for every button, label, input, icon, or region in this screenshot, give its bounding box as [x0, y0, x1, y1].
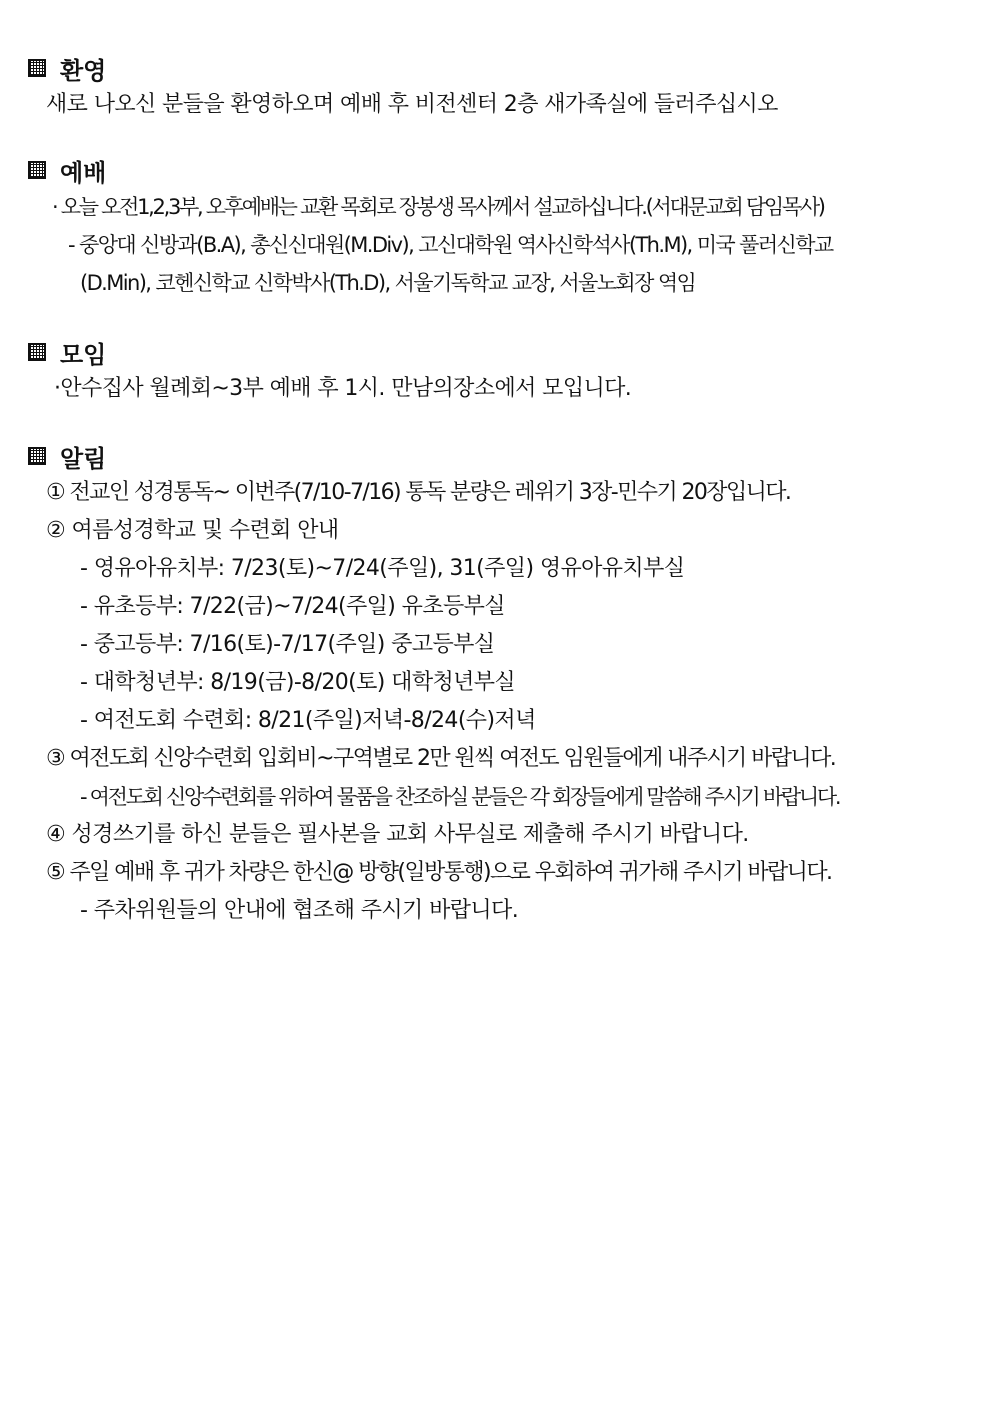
section-heading — [28, 152, 978, 188]
notice-item-2: ② 여름성경학교 및 수련회 안내 — [46, 518, 339, 543]
notice-subitem: - 유초등부: 7/22(금)~7/24(주일) 유초등부실 — [80, 594, 505, 619]
preacher-bio-line-1: - 중앙대 신방과(B.A), 총신신대원(M.Div), 고신대학원 역사신학석사(Th.M), 미국 풀러신학교 — [68, 233, 833, 257]
notice-subitem: - 영유아유치부: 7/23(토)~7/24(주일), 31(주일) 영유아유치부실 — [80, 556, 685, 581]
notice-item-5: ⑤ 주일 예배 후 귀가 차량은 한신@ 방향(일방통행)으로 우회하여 귀가해 주시기 바랍니다. — [46, 860, 832, 885]
notice-item-4: ④ 성경쓰기를 하신 분들은 필사본을 교회 사무실로 제출해 주시기 바랍니다. — [46, 822, 749, 847]
worship-preacher: · 오늘 오전1,2,3부, 오후예배는 교환 목회로 장봉생 목사께서 설교하십니다.(서대문교회 담임목사) — [52, 195, 824, 219]
section-welcome — [28, 50, 978, 124]
section-worship — [28, 152, 978, 302]
section-title: 알림 — [60, 444, 107, 473]
section-meeting — [28, 334, 978, 408]
hatched-square-icon — [28, 161, 46, 179]
notice-subitem: - 대학청년부: 8/19(금)-8/20(토) 대학청년부실 — [80, 670, 516, 695]
hatched-square-icon — [28, 343, 46, 361]
section-heading — [28, 334, 978, 370]
notice-item-3: ③ 여전도회 신앙수련회 입회비~구역별로 2만 원씩 여전도 임원들에게 내주시기 바랍니다. — [46, 746, 836, 771]
notice-subitem: - 중고등부: 7/16(토)-7/17(주일) 중고등부실 — [80, 632, 495, 657]
section-heading — [28, 438, 978, 474]
section-heading — [28, 50, 978, 86]
preacher-bio-line-2: (D.Min), 코헨신학교 신학박사(Th.D), 서울기독학교 교장, 서울노회장 역임 — [80, 271, 696, 295]
section-title: 모임 — [60, 340, 107, 369]
notice-subitem: - 여전도회 수련회: 8/21(주일)저녁-8/24(수)저녁 — [80, 708, 536, 733]
welcome-text: 새로 나오신 분들을 환영하오며 예배 후 비전센터 2층 새가족실에 들러주십시오 — [46, 92, 778, 117]
hatched-square-icon — [28, 59, 46, 77]
section-title: 환영 — [60, 56, 107, 85]
notice-item-1: ① 전교인 성경통독~ 이번주(7/10-7/16) 통독 분량은 레위기 3장-민수기 20장입니다. — [46, 480, 791, 505]
hatched-square-icon — [28, 447, 46, 465]
notice-subitem: - 주차위원들의 안내에 협조해 주시기 바랍니다. — [80, 898, 519, 923]
meeting-text: ·안수집사 월례회~3부 예배 후 1시. 만남의장소에서 모입니다. — [54, 376, 632, 401]
section-title: 예배 — [60, 158, 107, 187]
section-notices — [28, 438, 978, 930]
notice-subitem: - 여전도회 신앙수련회를 위하여 물품을 찬조하실 분들은 각 회장들에게 말씀해 주시기 바랍니다. — [80, 785, 840, 809]
